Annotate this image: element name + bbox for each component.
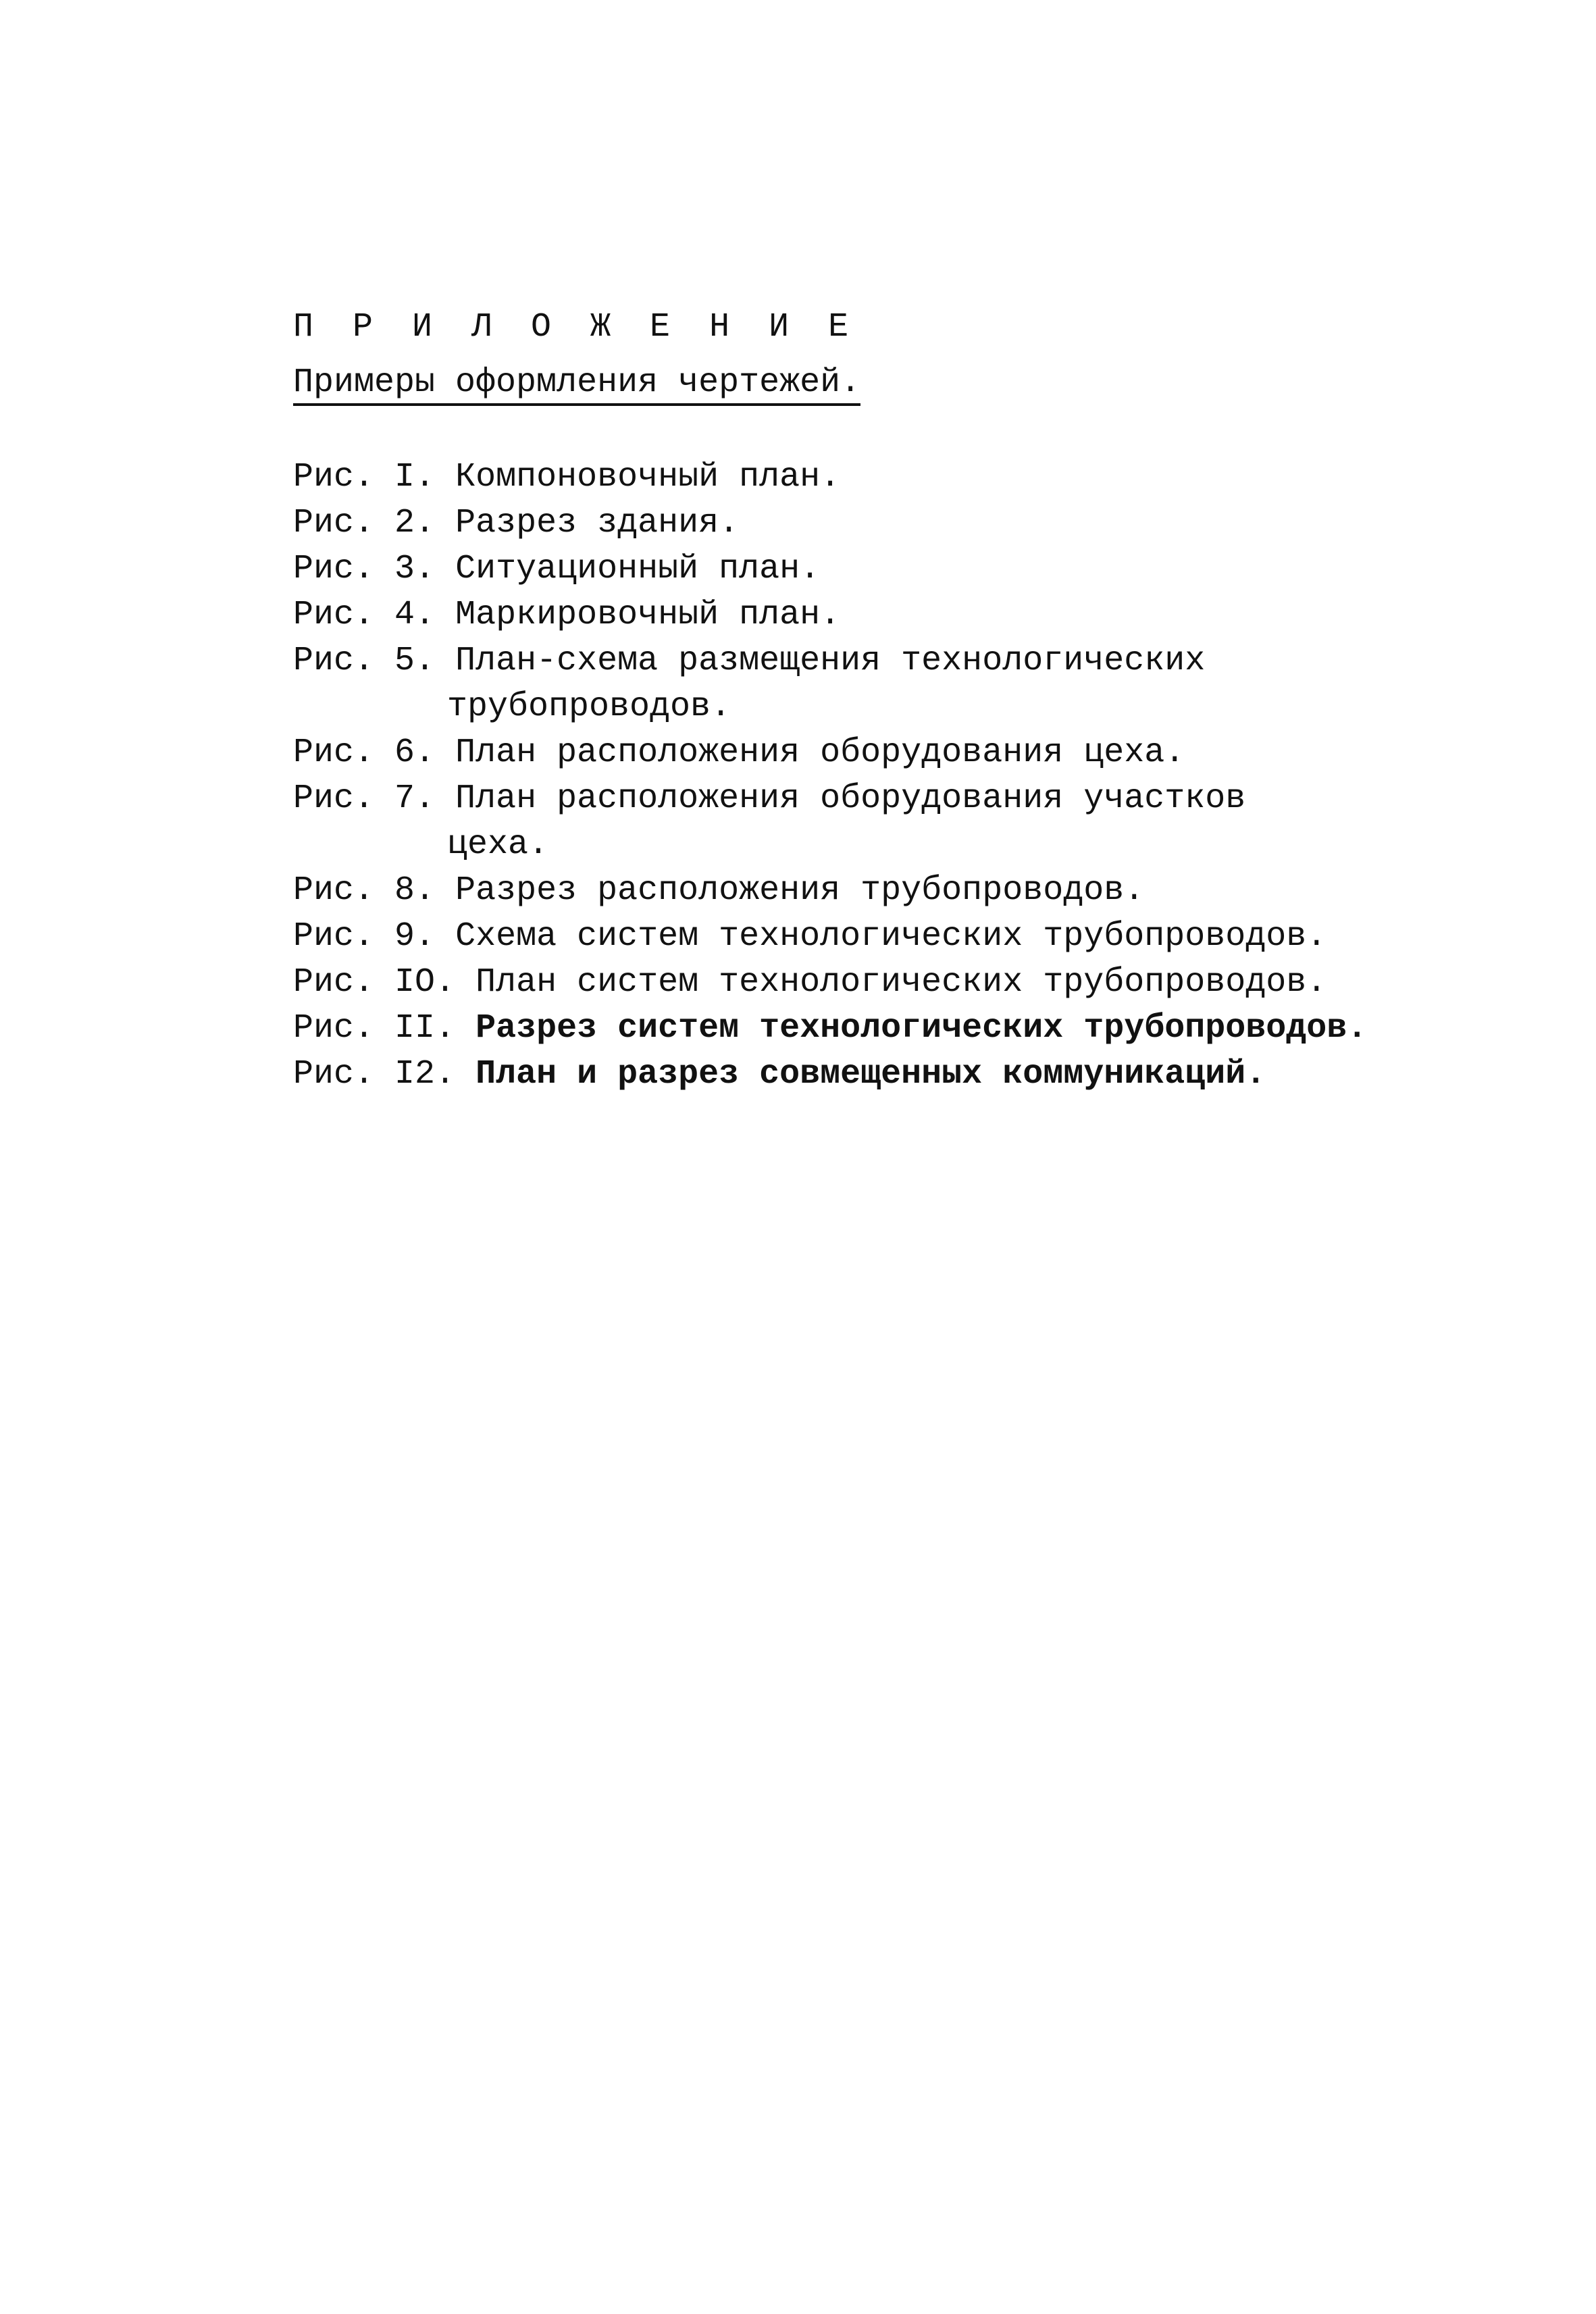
figure-label: Рис. IO. [293, 963, 456, 1002]
figure-item-9 [293, 914, 1374, 960]
figure-label: Рис. 6. [293, 734, 436, 772]
figure-title: План расположения оборудования участков [455, 779, 1246, 818]
figure-title: Маркировочный план. [455, 596, 841, 634]
figure-label: Рис. I. [293, 458, 436, 496]
figure-title: План систем технологических трубопроводов. [475, 963, 1327, 1002]
figure-item-10 [293, 960, 1374, 1006]
figure-item-2 [293, 500, 1374, 546]
figure-item-6 [293, 730, 1374, 776]
figure-title: План-схема размещения технологических [455, 642, 1206, 680]
figure-label: Рис. 5. [293, 642, 436, 680]
figure-title: Ситуационный план. [455, 550, 821, 588]
figure-title: Схема систем технологических трубопроводов. [455, 917, 1327, 956]
figure-label: Рис. 2. [293, 504, 436, 542]
appendix-content [293, 307, 1374, 1098]
figure-title: Разрез расположения трубопроводов. [455, 871, 1145, 910]
figure-item-4 [293, 592, 1374, 638]
figure-item-8 [293, 868, 1374, 914]
figure-item-7 [293, 776, 1374, 868]
figure-item-12 [293, 1052, 1374, 1098]
figure-title-continuation: цеха. [447, 825, 549, 864]
figure-list [293, 455, 1374, 1098]
figure-label: Рис. 4. [293, 596, 436, 634]
figure-item-11 [293, 1006, 1374, 1052]
figure-title: План расположения оборудования цеха. [455, 734, 1185, 772]
figure-title: Разрез систем технологических трубопроводов. [475, 1009, 1368, 1048]
figure-title: План и разрез совмещенных коммуникаций. [475, 1055, 1266, 1094]
figure-label: Рис. I2. [293, 1055, 456, 1094]
figure-item-5 [293, 638, 1374, 730]
figure-title: Разрез здания. [455, 504, 740, 542]
appendix-subtitle: Примеры оформления чертежей. [293, 363, 860, 406]
figure-label: Рис. 8. [293, 871, 436, 910]
figure-label: Рис. II. [293, 1009, 456, 1048]
appendix-heading: П Р И Л О Ж Е Н И Е [293, 308, 858, 346]
figure-item-1 [293, 455, 1374, 500]
figure-label: Рис. 3. [293, 550, 436, 588]
figure-label: Рис. 7. [293, 779, 436, 818]
figure-item-3 [293, 546, 1374, 592]
figure-title-continuation: трубопроводов. [447, 688, 731, 726]
figure-title: Компоновочный план. [455, 458, 841, 496]
figure-label: Рис. 9. [293, 917, 436, 956]
